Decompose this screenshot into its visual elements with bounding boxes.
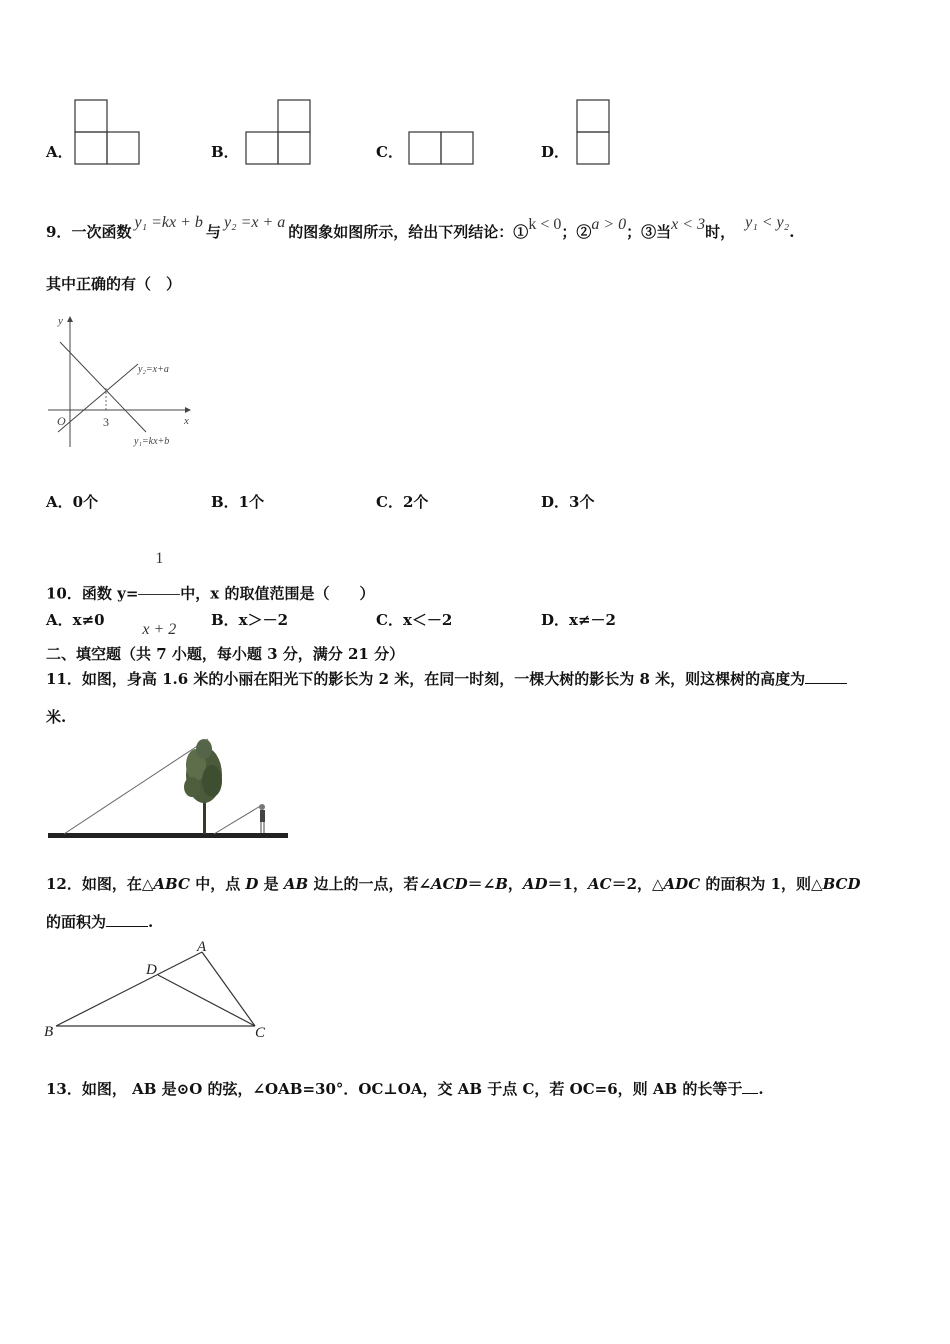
q9-text-4: ；② — [561, 223, 592, 241]
q12-text-6: ， — [507, 875, 523, 893]
vertex-b-label: B — [44, 1024, 54, 1040]
side-ba — [56, 952, 202, 1026]
q12-text-9: 的面积为 1，则△ — [700, 875, 823, 893]
q12-text-1: 12．如图，在△ — [46, 875, 154, 893]
q13-answer-blank[interactable] — [742, 1079, 758, 1094]
q9-text-3: 的图象如图所示，给出下列结论：① — [288, 223, 529, 241]
q10-text-2: 中，x 的取值范围是（ ） — [180, 584, 375, 603]
segment-dc — [158, 975, 255, 1026]
origin-label: O — [57, 414, 66, 428]
q9-function-graph — [48, 312, 198, 452]
q8-option-d-label[interactable]: D． — [541, 143, 570, 161]
q10-option-b[interactable]: B．x＞－2 — [211, 611, 289, 629]
q12-question-line — [46, 873, 860, 894]
y-axis-label: y — [58, 315, 63, 327]
q13-text: 13．如图， AB 是⊙O 的弦，∠OAB=30°．OC⊥OA，交 AB 于点 C，若 OC=6，则 AB 的长等于 — [46, 1080, 743, 1098]
q12-answer-blank[interactable] — [106, 912, 148, 927]
q12-bcd: BCD — [822, 875, 861, 893]
q9-number: 9． — [46, 223, 72, 241]
section-2-title: 二、填空题（共 7 小题，每小题 3 分，满分 21 分） — [46, 645, 405, 663]
q12-text-7: ＝1， — [547, 875, 588, 893]
q9-conclusion-2: a > 0 — [591, 216, 627, 233]
q8-option-b-label[interactable]: B． — [211, 143, 239, 161]
q9-option-c[interactable]: C．2个 — [376, 493, 429, 511]
q12-acd: ACD — [431, 875, 468, 893]
q10-fraction-numerator: 1 — [138, 524, 180, 595]
q12-line2-text: 的面积为 — [46, 913, 107, 931]
q10-option-d[interactable]: D．x≠－2 — [541, 611, 616, 629]
q8-option-c-label[interactable]: C． — [376, 143, 403, 161]
q8-option-a-label[interactable]: A． — [46, 143, 73, 161]
side-ac — [202, 952, 255, 1026]
q11-answer-blank[interactable] — [805, 669, 847, 684]
q11-tail: 米. — [46, 708, 67, 726]
q12-tail: . — [148, 913, 154, 931]
q8-option-d-figure — [574, 98, 614, 168]
line-y1-label: y₁=kx+b — [134, 436, 170, 447]
q9-formula-y1: y₁ =kx + b — [134, 214, 203, 231]
q11-tree-shadow-figure — [46, 735, 298, 847]
q12-b: B — [495, 875, 508, 893]
q12-text-5: ＝∠ — [467, 875, 496, 893]
q9-text-2: 与 — [205, 223, 221, 241]
q8-option-b-figure — [243, 98, 315, 168]
q9-conclusion-3: x < 3 — [671, 216, 706, 233]
girl-sun-ray — [214, 805, 262, 834]
x-axis-label: x — [184, 415, 189, 427]
q9-option-a[interactable]: A．0个 — [46, 493, 99, 511]
q12-ab: AB — [283, 875, 309, 893]
q13-question-line — [46, 1078, 764, 1099]
vertex-a-label: A — [197, 939, 207, 955]
girl — [259, 804, 265, 833]
q12-abc: ABC — [153, 875, 190, 893]
q12-d: D — [245, 875, 259, 893]
q9-text-7: . — [789, 223, 795, 241]
q12-text-3: 是 — [258, 875, 284, 893]
q8-option-c-figure — [406, 128, 478, 168]
q10-option-c[interactable]: C．x＜－2 — [376, 611, 453, 629]
q11-text: 11．如图，身高 1.6 米的小丽在阳光下的影长为 2 米，在同一时刻，一棵大树的影长为 8 米，则这棵树的高度为 — [46, 670, 806, 688]
tree — [184, 739, 222, 834]
q9-conclusion-1: k < 0 — [528, 216, 562, 233]
q12-triangle-figure — [42, 938, 274, 1044]
q12-text-4: 边上的一点，若∠ — [308, 875, 432, 893]
point-d-label: D — [146, 962, 157, 978]
q9-question-line-2: 其中正确的有（ ） — [46, 275, 182, 293]
q11-question-line — [46, 668, 847, 689]
q10-number: 10． — [46, 584, 82, 603]
q8-option-a-figure — [70, 98, 142, 168]
q9-text-5: ；③当 — [626, 223, 672, 241]
q9-question-line — [46, 214, 794, 251]
q12-ad: AD — [522, 875, 548, 893]
q13-tail: . — [758, 1080, 764, 1098]
vertex-c-label: C — [255, 1025, 266, 1041]
q12-adc: ADC — [663, 875, 701, 893]
q10-fraction-denominator: x + 2 — [142, 621, 177, 638]
q9-conclusion-4: y₁ < y₂ — [745, 214, 790, 231]
q12-ac: AC — [587, 875, 612, 893]
tick-3-label: 3 — [103, 415, 109, 429]
line-y2-label: y₂=x+a — [138, 364, 169, 375]
ground — [48, 833, 288, 838]
q9-formula-y2: y₂ =x + a — [223, 214, 286, 231]
q9-text-1: 一次函数 — [71, 223, 132, 241]
q9-option-d[interactable]: D．3个 — [541, 493, 595, 511]
q12-question-line-2 — [46, 911, 153, 932]
q12-text-8: ＝2，△ — [611, 875, 664, 893]
q9-text-6: 时， — [705, 223, 736, 241]
q10-text-1: 函数 y= — [81, 584, 139, 603]
q12-text-2: 中，点 — [189, 875, 246, 893]
q9-option-b[interactable]: B．1个 — [211, 493, 265, 511]
q10-option-a[interactable]: A．x≠0 — [46, 611, 105, 629]
